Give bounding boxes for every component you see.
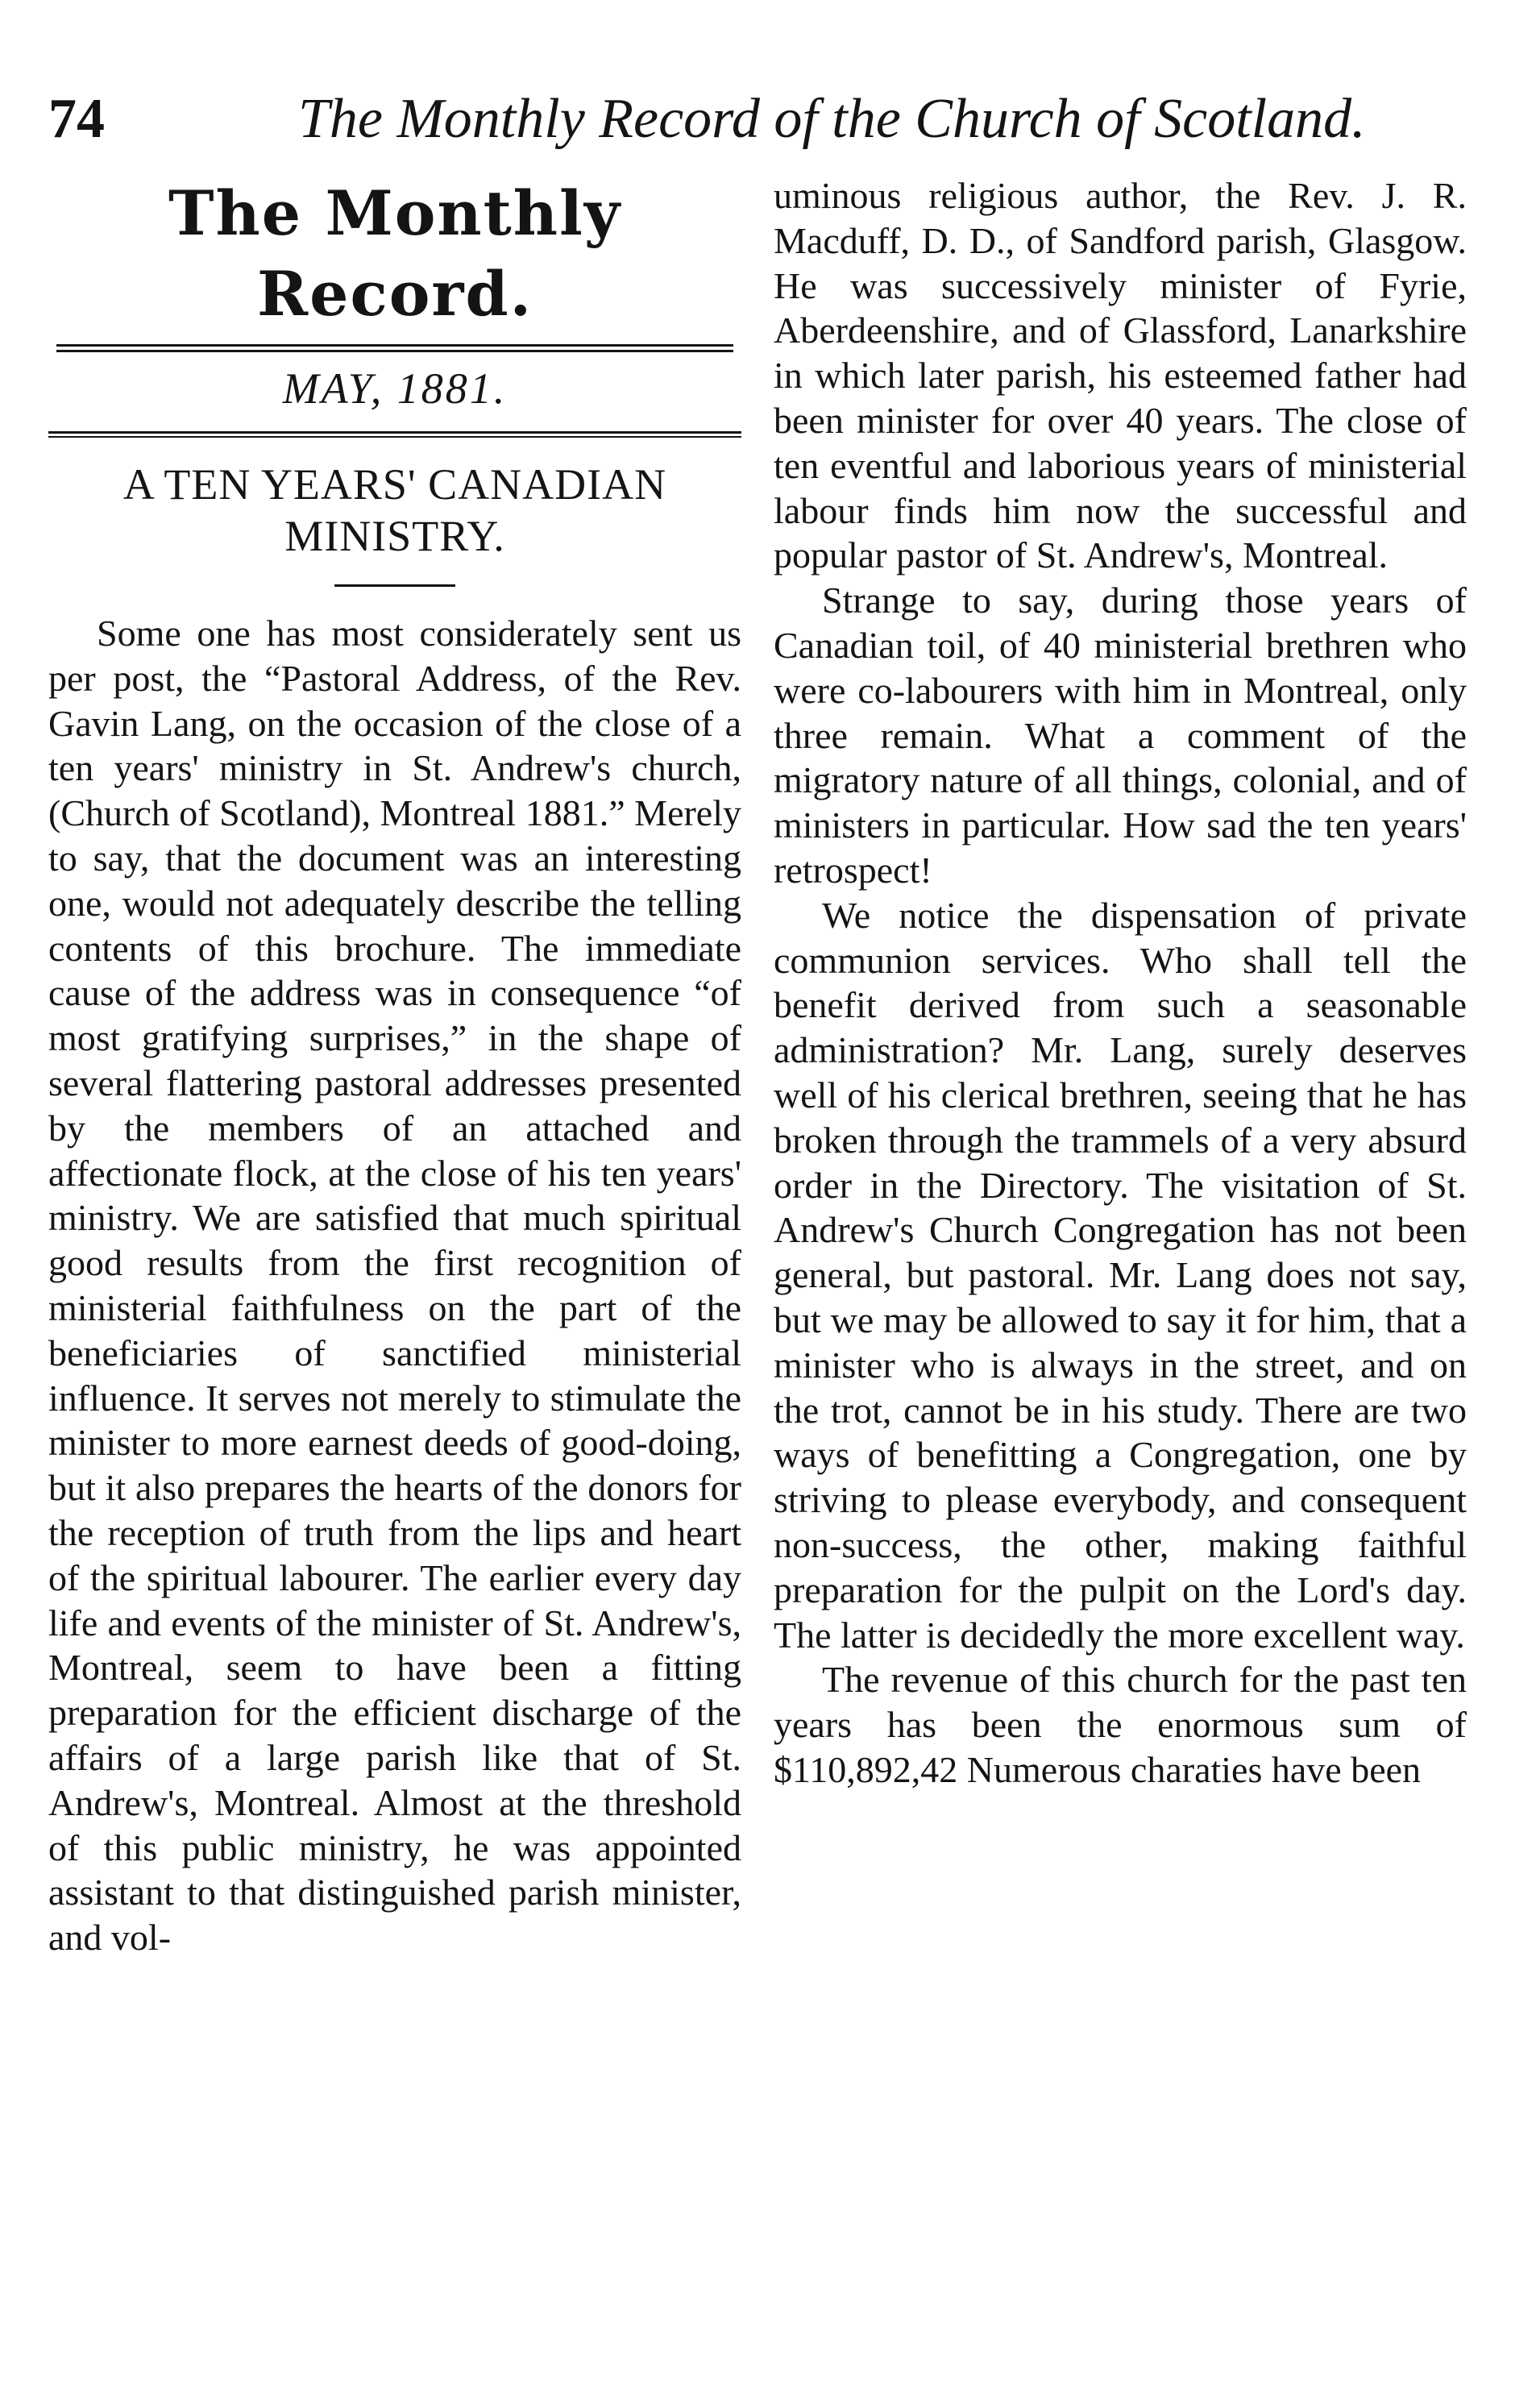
title-separator-rule [334,584,455,587]
left-column [48,173,741,1960]
paragraph: Strange to say, during those years of Canadian toil, of 40 ministerial brethren who were co-labourers with him in Montreal, only three remain. What a comment of the migratory nature of all things, colonial, and of ministers in particular. How sad the ten years' retrospect! [774,580,1467,891]
article-title [48,459,741,562]
page-number: 74 [48,88,105,150]
masthead-title: The Monthly Record. [168,177,622,330]
left-column-text [48,611,741,1960]
paragraph: uminous religious author, the Rev. J. R. Macduff, D. D., of Sandford parish, Glasgow. He was successively minister of Fyrie, Aberdeenshire, and of Glassford, Lanarkshire in which later parish, his esteemed father had been minister for over 40 years. The close of ten eventful and laborious years of ministerial labour finds him now the successful and popular pastor of St. Andrew's, Montreal. [774,175,1467,576]
paragraph: We notice the dispensation of private communion services. Who shall tell the benefit derived from such a seasonable administration? Mr. Lang, surely deserves well of his clerical brethren, seeing that he has broken through the trammels of a very absurd order in the Directory. The visitation of St. Andrew's Church Congregation has not been general, but pastoral. Mr. Lang does not say, but we may be allowed to say it for him, that a minister who is always in the street, and on the trot, cannot be in his study. There are two ways of benefitting a Congregation, one by striving to please everybody, and consequent non-success, the other, making faithful preparation for the pulpit on the Lord's day. The latter is decidedly the more excellent way. [774,894,1467,1656]
dateline-rule [48,431,741,438]
running-head-title: The Monthly Record of the Church of Scotland. [298,88,1366,150]
dateline: MAY, 1881. [282,364,508,413]
right-column [774,173,1467,1793]
paragraph: The revenue of this church for the past ten years has been the enormous sum of $110,892,42 Numerous charaties have been [774,1659,1467,1790]
right-column-text [774,173,1467,1793]
magazine-page [48,77,1467,2325]
article-title-line2: MINISTRY. [284,512,505,560]
article-title-line1: A TEN YEARS' CANADIAN [122,460,667,509]
masthead-rule [56,344,733,352]
paragraph: Some one has most considerately sent us per post, the “Pastoral Address, of the Rev. Gavin Lang, on the occasion of the close of a ten years' ministry in St. Andrew's church, (Church of Scotland), Montreal 1881.” Merely to say, that the document was an interesting one, would not adequately describe the telling contents of this brochure. The immediate cause of the address was in consequence “of most gratifying surprises,” in the shape of several flattering pastoral addresses presented by the members of an attached and affectionate flock, at the close of his ten years' ministry. We are satisfied that much spiritual good results from the first recognition of ministerial faithfulness on the part of the beneficiaries of sanctified ministerial influence. It serves not merely to stimulate the minister to more earnest deeds of good-doing, but it also prepares the hearts of the donors for the reception of truth from the lips and heart of the spiritual labourer. The earlier every day life and events of the minister of St. Andrew's, Montreal, seem to have been a fitting preparation for the efficient discharge of the affairs of a large parish like that of St. Andrew's, Montreal. Almost at the threshold of this public ministry, he was appointed assistant to that distinguished parish minister, and vol- [48,613,741,1959]
running-head [48,77,1467,161]
